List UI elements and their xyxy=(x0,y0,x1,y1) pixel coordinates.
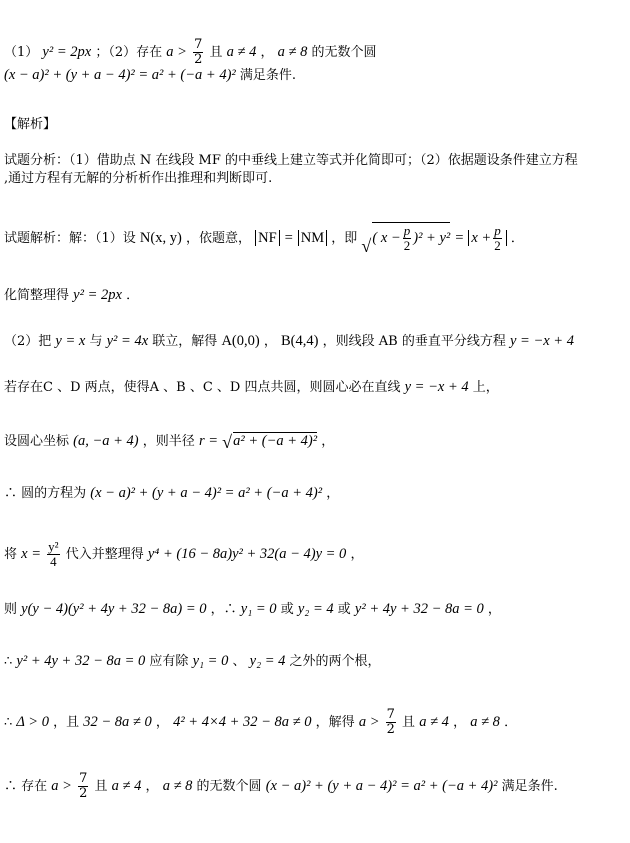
quadratic-equation: y² + 4y + 32 − 8a = 0 xyxy=(16,653,146,669)
equals: = xyxy=(454,229,465,246)
answer-text: 的无数个圆 xyxy=(311,45,377,60)
expr: ² + y² xyxy=(418,229,451,246)
analysis-line-1: 试题分析：（1）借助点 N 在线段 MF 的中垂线上建立等式并化简即可；（2）依据题设条件建立方程 xyxy=(4,153,578,168)
answer-part-label: （1） xyxy=(4,45,39,60)
therefore-symbol: ∴ xyxy=(4,654,13,669)
point-n: N(x, y) xyxy=(139,229,182,246)
condition: a ≠ 4 xyxy=(111,778,142,794)
solution-line-9 xyxy=(4,654,381,669)
solution-line-7 xyxy=(4,540,363,569)
fraction-seven-halves xyxy=(193,38,203,67)
solution-line-6 xyxy=(4,486,339,501)
solution-line-11 xyxy=(4,772,558,801)
condition: a ≠ 4 xyxy=(226,44,257,60)
fraction-denominator: 2 xyxy=(79,786,88,801)
solution-text: ，解得 xyxy=(315,715,355,730)
solution-text: 化简整理得 xyxy=(4,288,70,303)
fraction-p-over-2 xyxy=(403,224,412,253)
solution-text: （2）把 xyxy=(4,334,52,349)
fraction-numerator: 7 xyxy=(194,37,203,52)
fraction-denominator: 2 xyxy=(194,52,203,67)
fraction-numerator: p xyxy=(403,223,411,238)
answer-text: 满足条件. xyxy=(239,68,297,83)
solution-text: ，且 xyxy=(53,715,80,730)
center-coordinate: (a, −a + 4) xyxy=(73,433,139,449)
solution-text: 设圆心坐标 xyxy=(4,434,70,449)
fraction-denominator: 2 xyxy=(403,238,411,253)
condition: a ≠ 8 xyxy=(470,714,500,730)
solution-line-1 xyxy=(4,222,524,253)
root-y2: y₂ = 4 xyxy=(249,653,286,669)
solution-text: 的无数个圆 xyxy=(196,779,262,794)
equals: = xyxy=(283,229,294,246)
fraction-denominator: 2 xyxy=(386,722,395,737)
solution-line-8 xyxy=(4,602,501,617)
fraction-seven-halves xyxy=(386,708,396,737)
solution-line-3 xyxy=(4,334,574,349)
inequality: a > xyxy=(166,44,187,60)
fraction-seven-halves xyxy=(78,772,88,801)
separator: ， xyxy=(155,715,169,730)
bisector-equation: y = −x + 4 xyxy=(404,379,469,395)
abs-nm: NM xyxy=(298,230,327,246)
solution-line-5 xyxy=(4,432,334,449)
separator: 、 xyxy=(232,654,246,669)
abs-nf: NF xyxy=(255,230,280,246)
solution-text: 若存在C 、D 两点，使得A 、B 、C 、D 四点共圆，则圆心必在直线 xyxy=(4,380,401,395)
solution-text: 联立，解得 xyxy=(152,334,218,349)
solution-text: ，∴ xyxy=(210,602,237,617)
circle-equation: (x − a)² + (y + a − 4)² = a² + (−a + 4)² xyxy=(265,778,498,794)
solution-text: 或 xyxy=(337,602,351,617)
inequality: a > xyxy=(51,778,72,794)
condition: 32 − 8a ≠ 0 xyxy=(83,714,152,730)
expr: x − xyxy=(380,229,401,246)
factored-equation: y(y − 4)(y² + 4y + 32 − 8a) = 0 xyxy=(21,601,207,617)
fraction-y2-over-4 xyxy=(47,540,59,569)
analysis-line-2: ,通过方程有无解的分析析作出推理和判断即可. xyxy=(4,171,273,186)
solution-text: 应有除 xyxy=(149,654,189,669)
solution-line-2 xyxy=(4,288,139,303)
solution-text: ∴ 存在 xyxy=(4,779,48,794)
period: ． xyxy=(510,230,524,246)
quadratic-equation: y² + 4y + 32 − 8a = 0 xyxy=(354,601,484,617)
condition: a ≠ 8 xyxy=(162,778,193,794)
fraction-denominator: 2 xyxy=(494,238,501,253)
fraction-numerator: 7 xyxy=(79,771,88,786)
discriminant-condition: Δ > 0 xyxy=(16,714,49,730)
solution-text: 则 xyxy=(4,602,18,617)
section-title: 【解析】 xyxy=(4,117,57,132)
separator: ， xyxy=(326,486,340,501)
answer-line-2 xyxy=(4,68,296,83)
solution-text: 且 xyxy=(402,715,416,730)
solution-text: ，依题意， xyxy=(185,230,251,246)
fraction-denominator: 4 xyxy=(50,554,57,569)
solution-text: 试题解析：解：（1）设 xyxy=(4,230,136,246)
point-b: B(4,4) xyxy=(281,333,319,349)
condition: a ≠ 8 xyxy=(277,44,308,60)
quartic-equation: y⁴ + (16 − 8a)y² + 32(a − 4)y = 0 xyxy=(147,546,347,562)
circle-equation: (x − a)² + (y + a − 4)² = a² + (−a + 4)² xyxy=(90,485,323,501)
inequality: a > xyxy=(358,714,380,730)
root-y1: y₁ = 0 xyxy=(240,601,277,617)
sqrt-radius xyxy=(222,432,317,449)
solution-text: ，则线段 AB 的垂直平分线方程 xyxy=(322,334,506,349)
solution-text: ∴ 圆的方程为 xyxy=(4,486,87,501)
solution-text: ，则半径 xyxy=(142,434,195,449)
separator: ， xyxy=(350,547,364,562)
period: ． xyxy=(504,715,518,730)
fraction-numerator: p xyxy=(494,223,501,238)
separator: ， xyxy=(487,602,501,617)
radicand: a² + (−a + 4)² xyxy=(233,433,318,449)
solution-text: 与 xyxy=(89,334,103,349)
solution-line-10 xyxy=(4,708,517,737)
solution-text: 或 xyxy=(280,602,294,617)
line-equation: y = x xyxy=(55,333,86,349)
solution-text: 之外的两个根， xyxy=(289,654,381,669)
period: ． xyxy=(126,288,140,303)
radius-label: r = xyxy=(198,433,218,449)
therefore-symbol: ∴ xyxy=(4,715,13,730)
solution-text: 且 xyxy=(94,779,108,794)
answer-line-1 xyxy=(4,38,377,67)
root-y2: y₂ = 4 xyxy=(297,601,334,617)
solution-text: 将 xyxy=(4,547,18,562)
answer-text: ；（2）存在 xyxy=(95,45,163,60)
solution-text: 满足条件. xyxy=(501,779,558,794)
parabola-equation: y² = 4x xyxy=(106,333,149,349)
solution-text: 代入并整理得 xyxy=(65,547,144,562)
fraction-numerator: 7 xyxy=(386,707,395,722)
solution-text: ，即 xyxy=(331,230,358,246)
substitution: x = xyxy=(21,546,42,562)
separator: ， xyxy=(453,715,467,730)
separator: ， xyxy=(145,779,159,794)
expr: x + xyxy=(471,229,492,246)
condition: a ≠ 4 xyxy=(419,714,449,730)
parabola-equation: y² = 2px xyxy=(42,44,92,60)
solution-text: 上， xyxy=(472,380,499,395)
sqrt-distance: √ ( x − $\frac{p}{2}$ )² + y² xyxy=(361,222,450,253)
solution-line-4 xyxy=(4,380,499,395)
fraction-numerator: y² xyxy=(48,539,59,554)
point-a: A(0,0) xyxy=(221,333,260,349)
abs-x-plus xyxy=(468,223,506,253)
circle-equation: (x − a)² + (y + a − 4)² = a² + (−a + 4)² xyxy=(4,67,236,83)
separator: ， xyxy=(260,45,274,60)
separator: ， xyxy=(263,334,277,349)
root-y1: y₁ = 0 xyxy=(192,653,229,669)
parabola-equation: y² = 2px xyxy=(73,287,122,303)
condition: 4² + 4×4 + 32 − 8a ≠ 0 xyxy=(173,714,312,730)
fraction-p-over-2 xyxy=(493,224,502,253)
bisector-equation: y = −x + 4 xyxy=(509,333,574,349)
answer-text: 且 xyxy=(209,45,223,60)
separator: ， xyxy=(321,434,335,449)
